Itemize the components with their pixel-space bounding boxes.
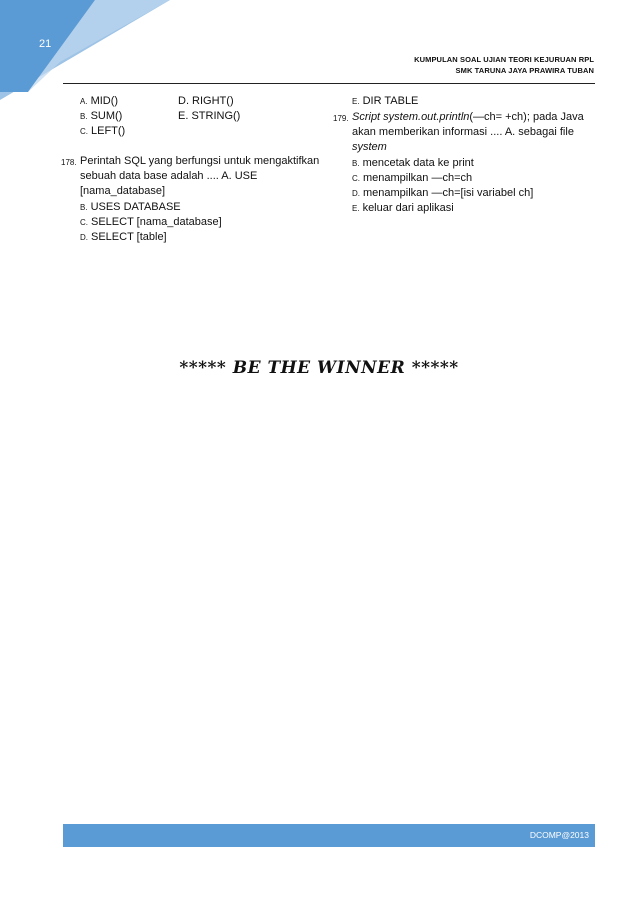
question-text: system [352, 141, 387, 154]
option-item: D. SELECT [table] [80, 231, 167, 244]
option-item: C. menampilkan —ch=ch [352, 171, 473, 184]
question-text: Perintah SQL yang berfungsi untuk mengaktifkan [80, 155, 320, 167]
option-item: D. menampilkan —ch=[isi variabel ch] [352, 187, 534, 200]
header-line-1: KUMPULAN SOAL UJIAN TEORI KEJURUAN RPL [414, 55, 594, 64]
option-item: B. USES DATABASE [80, 200, 181, 213]
option-item: C. LEFT() [80, 125, 126, 138]
question-number: 178. [61, 158, 77, 167]
option-item: B. mencetak data ke print [352, 156, 474, 169]
question-text: [nama_database] [80, 185, 166, 198]
page-number: 21 [39, 38, 52, 50]
option-item: C. SELECT [nama_database] [80, 215, 222, 228]
option-item: D. RIGHT() [178, 95, 234, 107]
header-rule [63, 83, 595, 84]
corner-decoration [0, 0, 200, 100]
footer-bar [63, 824, 595, 847]
option-item: A. MID() [80, 95, 119, 107]
question-number: 179. [333, 114, 349, 123]
option-item: E. keluar dari aplikasi [352, 202, 454, 215]
option-item: E. DIR TABLE [352, 95, 419, 107]
question-text: sebuah data base adalah .... A. USE [80, 170, 258, 183]
closing-banner: ***** BE THE WINNER ***** [179, 358, 459, 378]
q177-options-right [178, 94, 240, 124]
q177-option-e [352, 94, 418, 109]
question-text: Script system.out.println(—ch= +ch); pada Java [352, 111, 584, 123]
option-item: E. STRING() [178, 110, 241, 123]
question-text: akan memberikan informasi .... A. sebagai file [352, 126, 574, 139]
header-line-2: SMK TARUNA JAYA PRAWIRA TUBAN [455, 66, 594, 75]
question-178 [80, 154, 319, 245]
footer-text: DCOMP@2013 [529, 830, 589, 840]
q177-options-left [80, 94, 125, 140]
document-header [414, 54, 594, 76]
option-item: B. SUM() [80, 110, 123, 123]
question-179 [352, 110, 584, 216]
